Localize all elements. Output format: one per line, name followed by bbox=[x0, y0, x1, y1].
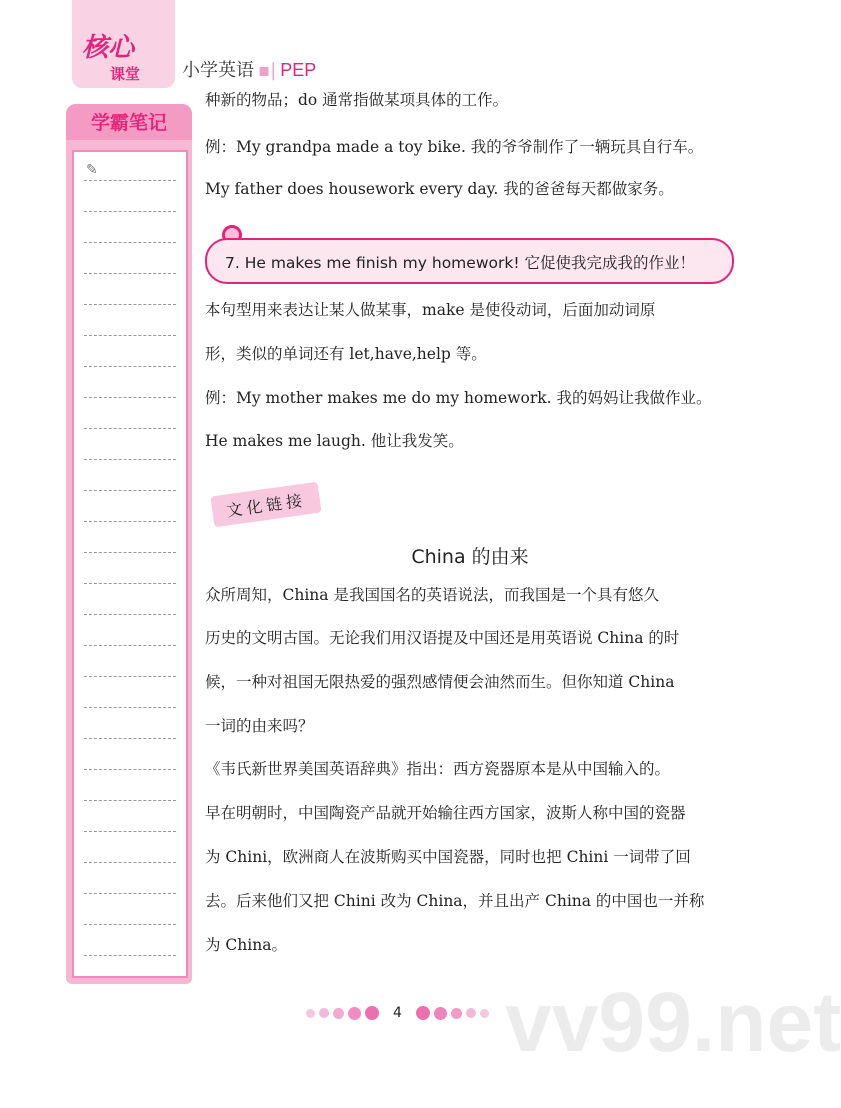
decor-dot bbox=[306, 1009, 315, 1018]
note-line bbox=[84, 676, 176, 677]
text-line: 去。后来他们又把 Chini 改为 China，并且出产 China 的中国也一并称 bbox=[205, 892, 705, 910]
watermark: vv99.net bbox=[505, 975, 841, 1069]
decor-dot bbox=[319, 1008, 329, 1018]
note-line bbox=[84, 397, 176, 398]
note-line bbox=[84, 180, 176, 181]
text-line: 本句型用来表达让某人做某事，make 是使役动词，后面加动词原 bbox=[205, 301, 656, 319]
decor-dot bbox=[333, 1008, 344, 1019]
text-line: 例：My mother makes me do my homework. 我的妈妈让我做作业。 bbox=[205, 389, 712, 407]
logo-text-1: 核心 bbox=[82, 33, 135, 63]
separator: ▪| bbox=[258, 60, 277, 81]
text-line: 种新的物品；do 通常指做某项具体的工作。 bbox=[205, 91, 509, 109]
text-line: 历史的文明古国。无论我们用汉语提及中国还是用英语说 China 的时 bbox=[205, 629, 680, 647]
text-line: 《韦氏新世界美国英语辞典》指出：西方瓷器原本是从中国输入的。 bbox=[205, 760, 671, 778]
note-line bbox=[84, 738, 176, 739]
note-line bbox=[84, 645, 176, 646]
text-line: 众所周知，China 是我国国名的英语说法，而我国是一个具有悠久 bbox=[205, 586, 659, 604]
key-sentence-callout bbox=[205, 238, 734, 284]
note-line bbox=[84, 428, 176, 429]
pencil-icon: ✎ bbox=[86, 162, 98, 178]
text-line: He makes me laugh. 他让我发笑。 bbox=[205, 432, 464, 450]
decor-dot bbox=[348, 1007, 361, 1020]
decor-dot bbox=[480, 1009, 489, 1018]
note-line bbox=[84, 211, 176, 212]
note-line bbox=[84, 490, 176, 491]
note-line bbox=[84, 831, 176, 832]
subject: 小学英语 bbox=[182, 60, 254, 81]
edition: PEP bbox=[280, 60, 317, 80]
page-header bbox=[182, 56, 316, 82]
decor-dot bbox=[365, 1006, 379, 1020]
note-line bbox=[84, 800, 176, 801]
note-line bbox=[84, 583, 176, 584]
note-line bbox=[84, 304, 176, 305]
note-line bbox=[84, 924, 176, 925]
note-line bbox=[84, 614, 176, 615]
decor-dot bbox=[451, 1008, 462, 1019]
text-line: 为 Chini，欧洲商人在波斯购买中国瓷器，同时也把 Chini 一词带了回 bbox=[205, 848, 691, 866]
sidebar-title: 学霸笔记 bbox=[66, 104, 192, 140]
note-line bbox=[84, 769, 176, 770]
note-line bbox=[84, 335, 176, 336]
section-tag: 文化链接 bbox=[210, 482, 321, 528]
note-line bbox=[84, 955, 176, 956]
text-line: 候，一种对祖国无限热爱的强烈感情便会油然而生。但你知道 China bbox=[205, 673, 675, 691]
note-line bbox=[84, 366, 176, 367]
text-line: 一词的由来吗？ bbox=[205, 717, 314, 735]
text-line: 早在明朝时，中国陶瓷产品就开始输往西方国家，波斯人称中国的瓷器 bbox=[205, 804, 686, 822]
article-title: China 的由来 bbox=[411, 546, 529, 568]
decor-dot bbox=[434, 1007, 447, 1020]
page-number-bar bbox=[306, 1005, 489, 1021]
text-line: 形，类似的单词还有 let,have,help 等。 bbox=[205, 345, 487, 363]
decor-dot bbox=[416, 1006, 430, 1020]
key-sentence: 7. He makes me finish my homework! 它促使我完成我的作业！ bbox=[225, 254, 695, 272]
note-line bbox=[84, 521, 176, 522]
text-line: 为 China。 bbox=[205, 936, 287, 954]
note-line bbox=[84, 893, 176, 894]
logo bbox=[72, 0, 175, 88]
logo-text-2: 课堂 bbox=[110, 65, 141, 83]
note-line bbox=[84, 242, 176, 243]
page-number: 4 bbox=[393, 1005, 402, 1021]
note-line bbox=[84, 707, 176, 708]
decor-dot bbox=[466, 1008, 476, 1018]
note-line bbox=[84, 862, 176, 863]
text-line: 例：My grandpa made a toy bike. 我的爷爷制作了一辆玩具自行车。 bbox=[205, 138, 704, 156]
text-line: My father does housework every day. 我的爸爸每天都做家务。 bbox=[205, 180, 674, 198]
note-line bbox=[84, 459, 176, 460]
note-line bbox=[84, 273, 176, 274]
